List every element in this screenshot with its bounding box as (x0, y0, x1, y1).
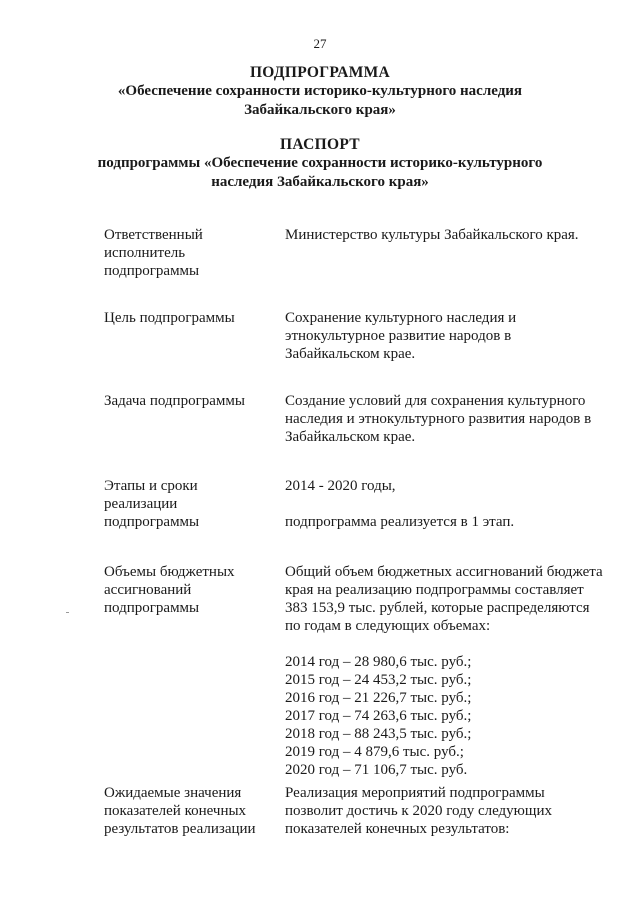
label-line: реализации (104, 496, 178, 512)
budget-year-2014: 2014 год – 28 980,6 тыс. руб.; (285, 654, 472, 670)
label-line: Этапы и сроки (104, 478, 198, 494)
value-line: по годам в следующих объемах: (285, 618, 491, 634)
passport-name-line-2: наследия Забайкальского края» (211, 174, 429, 190)
label-line: Цель подпрограммы (104, 310, 235, 326)
value-line: наследия и этнокультурного развития народов в (285, 411, 592, 427)
passport-name-line-1: подпрограммы «Обеспечение сохранности историко-культурного (97, 155, 543, 171)
label-line: ассигнований (104, 582, 192, 598)
budget-year-2018: 2018 год – 88 243,5 тыс. руб.; (285, 726, 472, 742)
page-number: 27 (313, 36, 327, 51)
budget-year-2015: 2015 год – 24 453,2 тыс. руб.; (285, 672, 472, 688)
value-line: Создание условий для сохранения культурного (285, 393, 586, 409)
budget-year-2017: 2017 год – 74 263,6 тыс. руб.; (285, 708, 472, 724)
budget-year-2019: 2019 год – 4 879,6 тыс. руб.; (285, 744, 464, 760)
value-line: этнокультурное развитие народов в (285, 328, 512, 344)
value-line: Общий объем бюджетных ассигнований бюджета (285, 564, 603, 580)
row-value (285, 309, 605, 363)
row-label (104, 563, 269, 617)
passport-heading (0, 135, 640, 192)
value-line: показателей конечных результатов: (285, 821, 510, 837)
value-line: Забайкальском крае. (285, 346, 416, 362)
row-value (285, 784, 605, 838)
label-line: подпрограммы (104, 514, 200, 530)
subprogram-heading (0, 63, 640, 120)
scan-mark (66, 612, 69, 613)
row-value (285, 477, 605, 531)
blank-line (285, 495, 605, 513)
label-line: Объемы бюджетных (104, 564, 235, 580)
row-label (104, 477, 269, 531)
label-line: показателей конечных (104, 803, 247, 819)
row-value (285, 392, 605, 446)
passport-title: ПАСПОРТ (280, 136, 360, 153)
label-line: подпрограммы (104, 263, 200, 279)
subprogram-name-line-1: «Обеспечение сохранности историко-культурного наследия (117, 83, 523, 99)
value-line: края на реализацию подпрограммы составляет (285, 582, 584, 598)
label-line: подпрограммы (104, 600, 200, 616)
value-line: Реализация мероприятий подпрограммы (285, 785, 545, 801)
label-line: Ответственный (104, 227, 203, 243)
label-line: исполнитель (104, 245, 186, 261)
budget-year-2016: 2016 год – 21 226,7 тыс. руб.; (285, 690, 472, 706)
blank-line (285, 635, 605, 653)
row-label (104, 226, 269, 280)
value-line: Сохранение культурного наследия и (285, 310, 517, 326)
row-label (104, 392, 269, 410)
row-value (285, 226, 605, 244)
subprogram-name-line-2: Забайкальского края» (244, 102, 396, 118)
value-line: подпрограмма реализуется в 1 этап. (285, 514, 515, 530)
row-value (285, 563, 605, 779)
budget-year-2020: 2020 год – 71 106,7 тыс. руб. (285, 762, 468, 778)
value-line: 2014 - 2020 годы, (285, 478, 396, 494)
subprogram-title: ПОДПРОГРАММА (249, 64, 391, 81)
label-line: Задача подпрограммы (104, 393, 245, 409)
label-line: Ожидаемые значения (104, 785, 242, 801)
value-line: позволит достичь к 2020 году следующих (285, 803, 552, 819)
label-line: результатов реализации (104, 821, 256, 837)
row-label (104, 309, 269, 327)
row-label (104, 784, 269, 838)
value-line: Забайкальском крае. (285, 429, 416, 445)
value-line: 383 153,9 тыс. рублей, которые распределяются (285, 600, 590, 616)
value-line: Министерство культуры Забайкальского края. (285, 227, 579, 243)
